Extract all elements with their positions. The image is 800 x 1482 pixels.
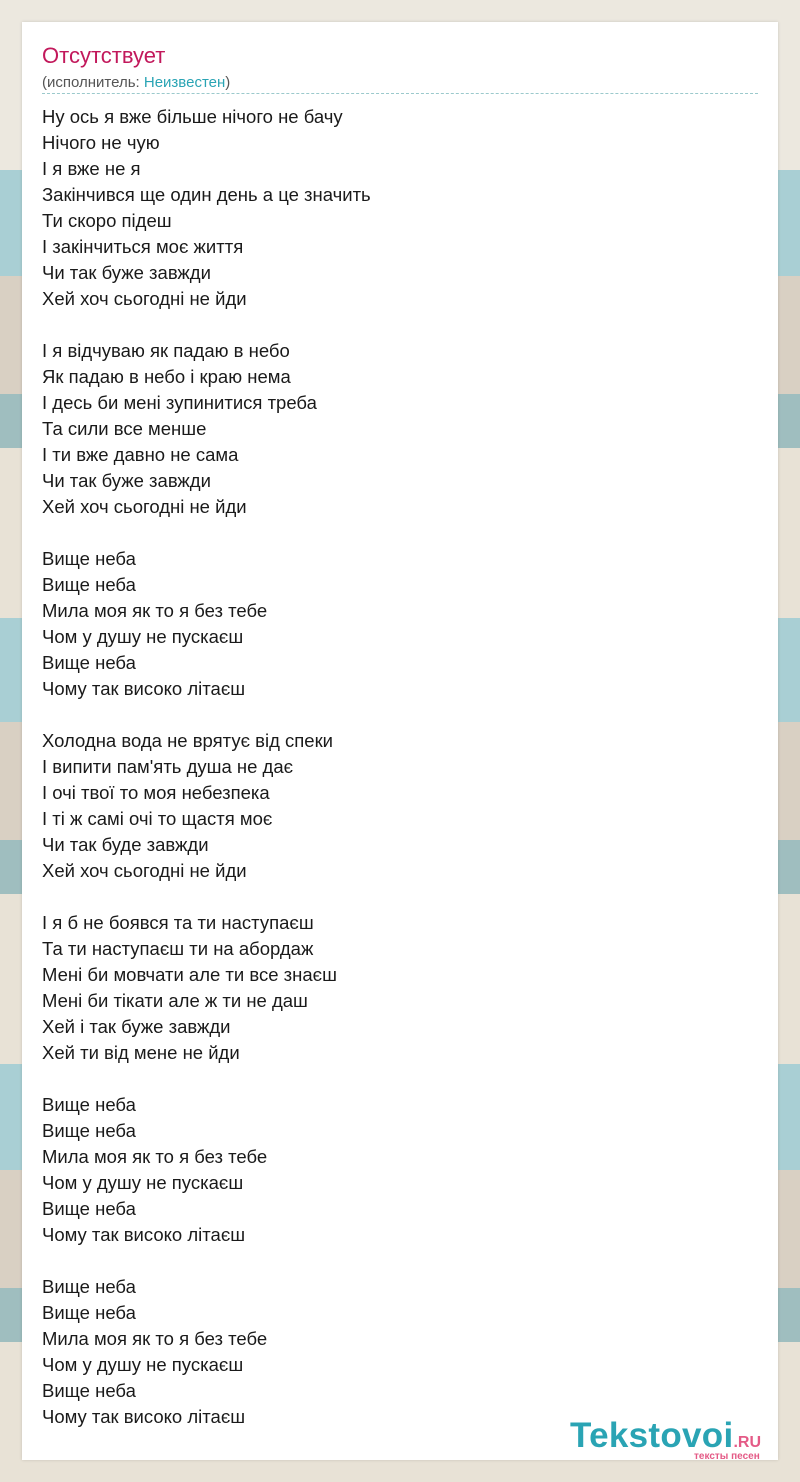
lyrics-stanza	[42, 728, 742, 884]
lyric-line: Хей ти від мене не йди	[42, 1042, 240, 1063]
lyric-line: Вище неба	[42, 1380, 136, 1401]
lyrics-stanza	[42, 338, 742, 520]
artist-prefix: (исполнитель:	[42, 74, 144, 91]
lyric-line: Та сили все менше	[42, 418, 207, 439]
lyric-line: І я вже не я	[42, 158, 141, 179]
site-logo[interactable]	[570, 1416, 780, 1462]
lyric-line: Вище неба	[42, 1302, 136, 1323]
lyric-line: Мила моя як то я без тебе	[42, 1146, 268, 1167]
lyric-line: Ну ось я вже більше нічого не бачу	[42, 106, 343, 127]
logo-tld: .RU	[733, 1434, 762, 1451]
lyric-line: Чом у душу не пускаєш	[42, 626, 244, 647]
lyric-line: Чому так високо літаєш	[42, 678, 246, 699]
lyrics-card	[22, 22, 778, 1460]
lyric-line: Вище неба	[42, 1094, 136, 1115]
lyric-line: Хей хоч сьогодні не йди	[42, 496, 247, 517]
lyric-line: Вище неба	[42, 1276, 136, 1297]
lyric-line: Хей хоч сьогодні не йди	[42, 860, 247, 881]
lyric-line: Хей і так буже завжди	[42, 1016, 231, 1037]
lyric-line: І очі твої то моя небезпека	[42, 782, 270, 803]
lyric-line: Чом у душу не пускаєш	[42, 1354, 244, 1375]
lyrics-stanza	[42, 910, 742, 1066]
lyric-line: Хей хоч сьогодні не йди	[42, 288, 247, 309]
lyric-line: І я б не боявся та ти наступаєш	[42, 912, 314, 933]
lyric-line: І я відчуваю як падаю в небо	[42, 340, 290, 361]
lyric-line: Чи так буде завжди	[42, 834, 209, 855]
lyric-line: Вище неба	[42, 1120, 136, 1141]
lyric-line: Чому так високо літаєш	[42, 1224, 246, 1245]
title-divider	[42, 93, 758, 94]
lyric-line: Холодна вода не врятує від спеки	[42, 730, 334, 751]
lyrics-stanza	[42, 1274, 742, 1430]
lyric-line: І випити пам'ять душа не дає	[42, 756, 294, 777]
artist-line	[42, 73, 230, 93]
lyrics-stanza	[42, 546, 742, 702]
lyric-line: Чому так високо літаєш	[42, 1406, 246, 1427]
lyric-line: І десь би мені зупинитися треба	[42, 392, 317, 413]
lyric-line: Мила моя як то я без тебе	[42, 600, 268, 621]
lyric-line: Як падаю в небо і краю нема	[42, 366, 291, 387]
lyric-line: Вище неба	[42, 652, 136, 673]
lyric-line: Нічого не чую	[42, 132, 160, 153]
lyric-line: Закінчився ще один день а це значить	[42, 184, 371, 205]
lyric-line: Вище неба	[42, 1198, 136, 1219]
lyric-line: Чи так буже завжди	[42, 470, 211, 491]
lyric-line: І ти вже давно не сама	[42, 444, 239, 465]
lyric-line: Вище неба	[42, 548, 136, 569]
song-title: Отсутствует	[42, 43, 166, 68]
lyrics-text	[42, 104, 742, 1456]
artist-link[interactable]: Неизвестен	[143, 74, 226, 91]
lyric-line: І ті ж самі очі то щастя моє	[42, 808, 273, 829]
lyric-line: Чом у душу не пускаєш	[42, 1172, 244, 1193]
lyric-line: Вище неба	[42, 574, 136, 595]
lyric-line: Мені би тікати але ж ти не даш	[42, 990, 308, 1011]
lyrics-stanza	[42, 1092, 742, 1248]
lyric-line: І закінчиться моє життя	[42, 236, 244, 257]
lyric-line: Та ти наступаєш ти на абордаж	[42, 938, 314, 959]
artist-suffix: )	[225, 74, 231, 91]
logo-name: Tekstovoi	[570, 1416, 734, 1455]
lyric-line: Мені би мовчати але ти все знаєш	[42, 964, 337, 985]
lyric-line: Чи так буже завжди	[42, 262, 211, 283]
logo-tagline: тексты песен	[694, 1451, 760, 1462]
lyric-line: Мила моя як то я без тебе	[42, 1328, 268, 1349]
lyric-line: Ти скоро підеш	[42, 210, 172, 231]
lyrics-stanza	[42, 104, 742, 312]
